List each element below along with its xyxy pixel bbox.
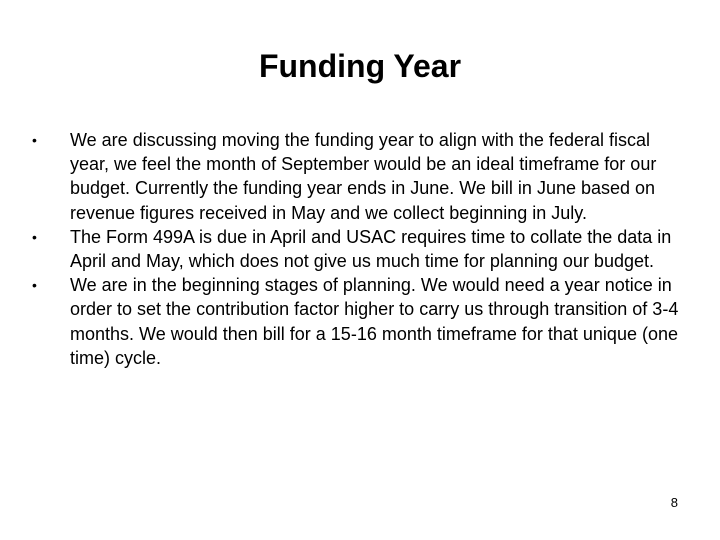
- bullet-text: We are in the beginning stages of planning. We would need a year notice in order to set the contribution factor higher to carry us through transition of 3-4 months. We would then bill for a 15-16 month timeframe for that unique (one time) cycle.: [70, 275, 679, 368]
- bullet-icon: •: [32, 277, 37, 294]
- bullet-text: The Form 499A is due in April and USAC requires time to collate the data in April and May, which does not give us much time for planning our budget.: [70, 226, 672, 272]
- slide-title: Funding Year: [258, 48, 462, 84]
- page-number: 8: [670, 495, 678, 510]
- bullet-item-form-499a: [30, 225, 690, 273]
- bullet-text: We are discussing moving the funding year to align with the federal fiscal year, we feel the month of September would be an ideal timeframe for our budget. Currently the funding year ends in June. We bill in June based on revenue figures received in May and we collect beginning in July.: [70, 130, 657, 223]
- bullet-item-planning-stages: [30, 273, 690, 370]
- bullet-list: [30, 128, 690, 370]
- bullet-icon: •: [32, 132, 37, 148]
- bullet-icon: •: [32, 228, 37, 245]
- bullet-item-funding-alignment: [30, 128, 690, 225]
